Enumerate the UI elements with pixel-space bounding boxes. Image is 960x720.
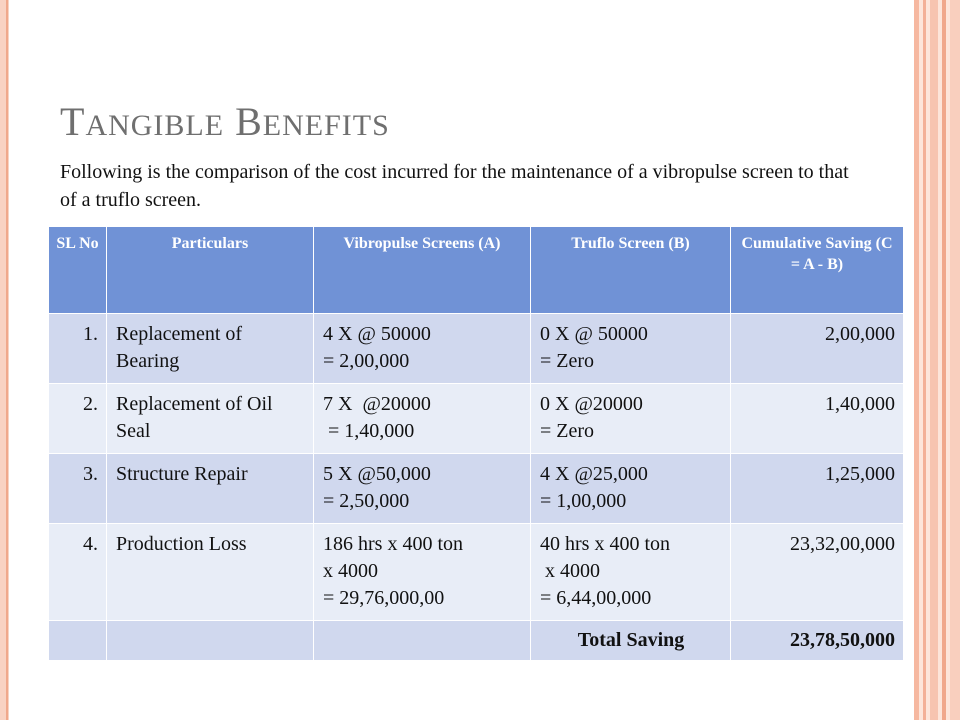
cell-sl-no: 1.: [49, 314, 107, 384]
slide-title: TANGIBLE BENEFITS: [60, 99, 390, 144]
table-row: [49, 524, 904, 621]
header-truflo: Truflo Screen (B): [531, 227, 731, 314]
header-particulars: Particulars: [107, 227, 314, 314]
total-saving-value: 23,78,50,000: [731, 621, 904, 661]
comparison-table: [48, 226, 904, 661]
cell-sl-no: 3.: [49, 454, 107, 524]
cell-truflo: 40 hrs x 400 ton x 4000 = 6,44,00,000: [531, 524, 731, 621]
cell-particulars: Structure Repair: [107, 454, 314, 524]
total-saving-label: Total Saving: [531, 621, 731, 661]
header-vibropulse: Vibropulse Screens (A): [314, 227, 531, 314]
cell-saving: 23,32,00,000: [731, 524, 904, 621]
cell-saving: 1,25,000: [731, 454, 904, 524]
cell-sl-no: 4.: [49, 524, 107, 621]
table-row: [49, 454, 904, 524]
cell-vibropulse: 5 X @50,000 = 2,50,000: [314, 454, 531, 524]
table-header-row: [49, 227, 904, 314]
cell-particulars: Replacement of Oil Seal: [107, 384, 314, 454]
cell-vibropulse: 7 X @20000 = 1,40,000: [314, 384, 531, 454]
cell-saving: 2,00,000: [731, 314, 904, 384]
table-row: [49, 384, 904, 454]
cell-sl-no: 2.: [49, 384, 107, 454]
cell-particulars: Replacement of Bearing: [107, 314, 314, 384]
table-row: [49, 314, 904, 384]
header-sl-no: SL No: [49, 227, 107, 314]
cell-truflo: 0 X @ 50000 = Zero: [531, 314, 731, 384]
right-stripe-decoration: [914, 0, 960, 720]
cell-empty: [49, 621, 107, 661]
cell-vibropulse: 4 X @ 50000 = 2,00,000: [314, 314, 531, 384]
cell-truflo: 4 X @25,000 = 1,00,000: [531, 454, 731, 524]
cell-empty: [314, 621, 531, 661]
left-border-decoration: [0, 0, 9, 720]
cell-particulars: Production Loss: [107, 524, 314, 621]
cell-truflo: 0 X @20000 = Zero: [531, 384, 731, 454]
cell-vibropulse: 186 hrs x 400 ton x 4000 = 29,76,000,00: [314, 524, 531, 621]
total-row: [49, 621, 904, 661]
header-cumulative-saving: Cumulative Saving (C = A - B): [731, 227, 904, 314]
cell-empty: [107, 621, 314, 661]
cell-saving: 1,40,000: [731, 384, 904, 454]
slide-subtitle: Following is the comparison of the cost incurred for the maintenance of a vibropulse screen to that of a truflo screen.: [60, 161, 849, 211]
